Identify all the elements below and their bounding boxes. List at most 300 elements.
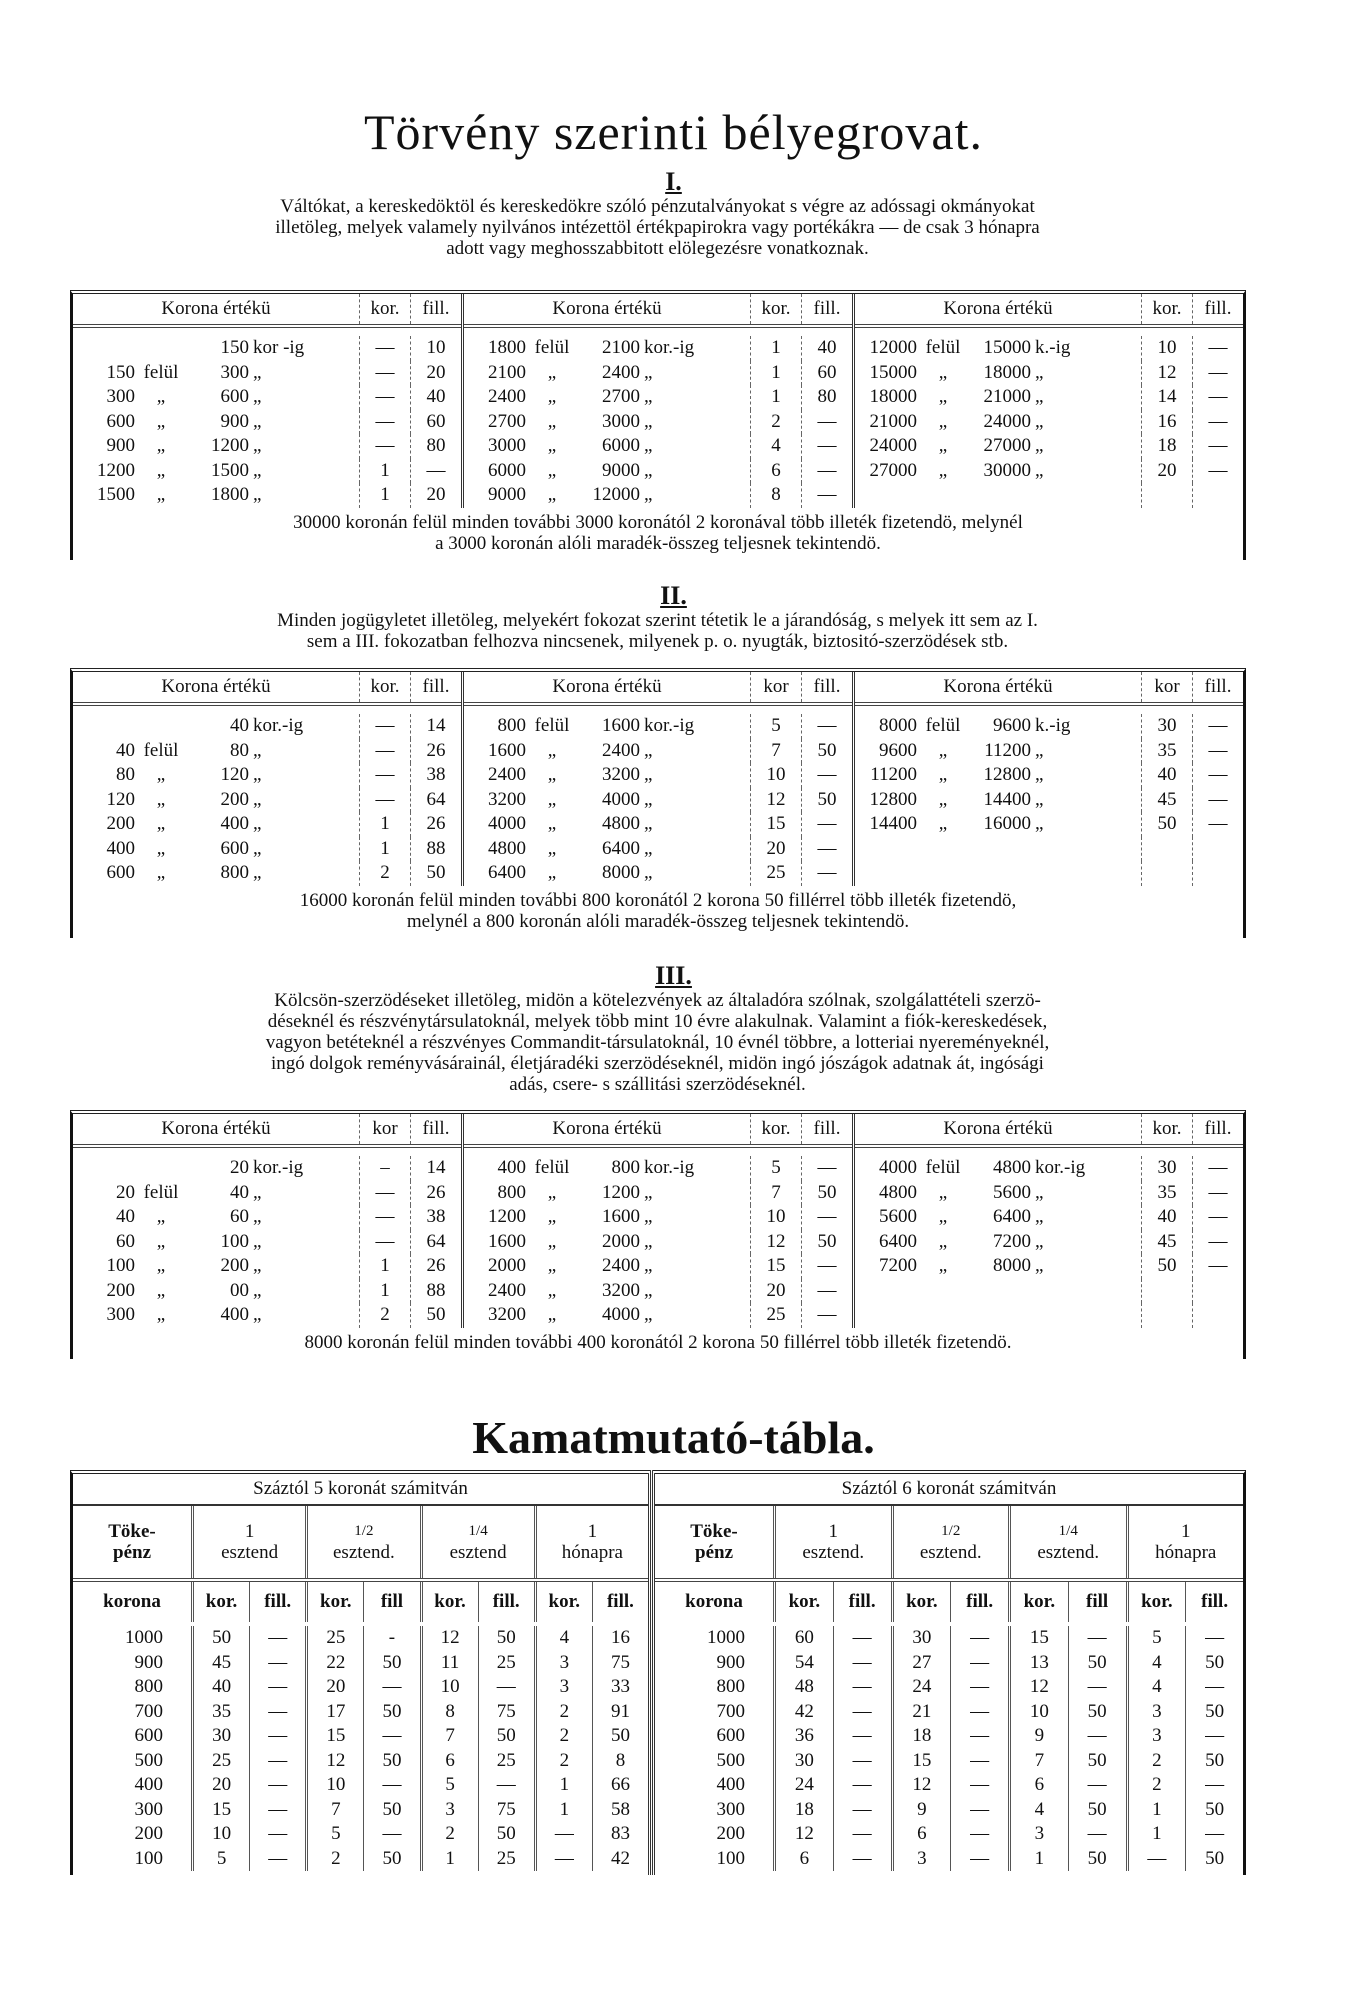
interest-body bbox=[73, 1622, 648, 1875]
unit-header: korona bbox=[685, 1591, 743, 1612]
period-amount: 1/2 bbox=[354, 1523, 374, 1539]
empty-row bbox=[855, 483, 1243, 508]
interest-kor: 10 bbox=[440, 1676, 460, 1697]
header-fill: fill. bbox=[801, 294, 852, 324]
duty-kor: 16 bbox=[1141, 410, 1192, 435]
range-to: 2400 bbox=[602, 1255, 640, 1276]
interest-kor: 2 bbox=[445, 1823, 455, 1844]
range-from: 18000 bbox=[869, 386, 917, 407]
interest-fill: — bbox=[1185, 1626, 1243, 1651]
range-from bbox=[73, 336, 135, 361]
interest-period-header bbox=[73, 1506, 648, 1582]
range-unit: „ bbox=[253, 837, 262, 859]
description-line: vagyon betéteknél a részvényes Commandit-társulatoknál, 10 évnél többre, a lotteriai nyereményeknél, bbox=[265, 1032, 1050, 1053]
range-separator: „ bbox=[156, 788, 166, 810]
range-to: 120 bbox=[220, 764, 249, 785]
interest-kor: 36 bbox=[794, 1725, 814, 1746]
interest-cell-group bbox=[305, 1847, 419, 1872]
interest-kor: 21 bbox=[912, 1700, 932, 1722]
range-from: 12800 bbox=[869, 788, 917, 810]
interest-kor: 20 bbox=[326, 1676, 346, 1697]
interest-cell-group bbox=[773, 1651, 891, 1676]
range-unit: „ bbox=[1035, 435, 1044, 456]
interest-kor: 12 bbox=[326, 1749, 346, 1771]
subheader-fill: fill bbox=[363, 1582, 419, 1622]
interest-kor: 1 bbox=[1152, 1823, 1162, 1844]
interest-fill: — bbox=[1068, 1773, 1126, 1798]
range-from: 2700 bbox=[488, 410, 526, 432]
interest-cell-group bbox=[891, 1847, 1009, 1872]
interest-kor: 5 bbox=[1152, 1627, 1162, 1648]
empty-row bbox=[855, 861, 1243, 886]
interest-cell-group bbox=[191, 1773, 305, 1798]
interest-cell-group bbox=[191, 1724, 305, 1749]
capital-value: 600 bbox=[716, 1725, 745, 1746]
subheader-kor: kor. bbox=[906, 1591, 938, 1612]
capital-header-line: pénz bbox=[113, 1542, 151, 1563]
interest-cell-group bbox=[534, 1626, 648, 1651]
interest-fill: 50 bbox=[1185, 1749, 1243, 1774]
spacer bbox=[1192, 1279, 1243, 1304]
capital-header-line: Töke- bbox=[690, 1521, 738, 1542]
range-unit: „ bbox=[253, 435, 262, 456]
interest-kor: 2 bbox=[559, 1725, 570, 1746]
interest-fill: — bbox=[950, 1724, 1008, 1749]
interest-row bbox=[655, 1626, 1243, 1651]
interest-kor: 12 bbox=[794, 1823, 814, 1844]
duty-kor: 15 bbox=[750, 1254, 801, 1279]
table-body bbox=[464, 706, 852, 886]
table-body bbox=[855, 1148, 1243, 1328]
interest-fill: — bbox=[249, 1651, 305, 1676]
interest-fill: — bbox=[1068, 1822, 1126, 1847]
range-unit: „ bbox=[644, 837, 653, 859]
range-to: 400 bbox=[220, 1304, 249, 1325]
interest-kor: 2 bbox=[331, 1847, 341, 1869]
duty-kor: — bbox=[359, 714, 410, 739]
interest-fill: — bbox=[249, 1626, 305, 1651]
interest-kor: 1 bbox=[559, 1774, 570, 1795]
interest-fill: — bbox=[249, 1798, 305, 1823]
interest-cell-group bbox=[534, 1675, 648, 1700]
interest-fill: — bbox=[1068, 1724, 1126, 1749]
capital-value: 900 bbox=[716, 1651, 745, 1673]
interest-kor: 4 bbox=[1152, 1651, 1162, 1673]
interest-cell-group bbox=[420, 1773, 534, 1798]
capital-header-line: Töke- bbox=[108, 1521, 156, 1542]
range-separator: „ bbox=[547, 1255, 557, 1276]
range-to: 6400 bbox=[993, 1206, 1031, 1227]
interest-cell-group bbox=[534, 1773, 648, 1798]
range-to: 3200 bbox=[602, 764, 640, 785]
interest-fill: — bbox=[833, 1749, 891, 1774]
interest-fill: 50 bbox=[363, 1847, 419, 1872]
interest-kor: 12 bbox=[440, 1627, 460, 1648]
range-unit: „ bbox=[1035, 1230, 1044, 1252]
range-to: 900 bbox=[220, 410, 249, 432]
interest-kor: 1 bbox=[445, 1847, 455, 1869]
interest-cell-group bbox=[305, 1700, 419, 1725]
range-to: 1800 bbox=[211, 484, 249, 505]
interest-cell-group bbox=[891, 1675, 1009, 1700]
interest-cell-group bbox=[191, 1626, 305, 1651]
range-from: 4000 bbox=[488, 813, 526, 834]
interest-cell-group bbox=[305, 1626, 419, 1651]
interest-kor: 40 bbox=[212, 1676, 232, 1697]
description-line: Kölcsön-szerzödéseket illetöleg, midön a kötelezvények az általadóra szólnak, szolgálattételi szerzö- bbox=[274, 990, 1041, 1011]
header-fill: fill. bbox=[1192, 672, 1243, 702]
duty-fill: 40 bbox=[410, 385, 461, 410]
range-separator: „ bbox=[547, 386, 557, 407]
range-to: 1200 bbox=[602, 1181, 640, 1203]
range-from: 24000 bbox=[869, 435, 917, 456]
range-to: 1600 bbox=[602, 715, 640, 736]
subheader-group bbox=[1008, 1582, 1126, 1622]
interest-cell-group bbox=[773, 1700, 891, 1725]
range-separator: felül bbox=[925, 715, 961, 736]
range-separator: „ bbox=[547, 1304, 557, 1325]
range-to: 3000 bbox=[602, 410, 640, 432]
duty-kor: 45 bbox=[1141, 788, 1192, 813]
spacer bbox=[855, 1279, 1141, 1304]
range-unit: „ bbox=[1035, 764, 1044, 785]
header-fill: fill. bbox=[801, 672, 852, 702]
subheader-kor: kor. bbox=[548, 1591, 581, 1612]
capital-value: 200 bbox=[716, 1823, 745, 1844]
interest-fill: 33 bbox=[592, 1675, 648, 1700]
subheader-kor: kor. bbox=[205, 1591, 238, 1612]
table-row bbox=[73, 410, 461, 435]
interest-kor: 12 bbox=[1029, 1676, 1049, 1697]
interest-fill: 58 bbox=[592, 1798, 648, 1823]
subheader-fill: fill. bbox=[950, 1582, 1008, 1622]
range-from: 400 bbox=[106, 837, 135, 859]
subheader-fill: fill. bbox=[478, 1582, 534, 1622]
range-from: 1200 bbox=[488, 1206, 526, 1227]
interest-fill: 83 bbox=[592, 1822, 648, 1847]
interest-fill: — bbox=[950, 1700, 1008, 1725]
header-value: Korona értékü bbox=[943, 1118, 1053, 1139]
spacer bbox=[855, 483, 1141, 508]
range-to: 4800 bbox=[993, 1157, 1031, 1178]
interest-kor: 3 bbox=[1152, 1725, 1162, 1746]
spacer bbox=[1192, 861, 1243, 886]
range-from: 200 bbox=[106, 1279, 135, 1301]
duty-fill: 26 bbox=[410, 812, 461, 837]
duty-kor: 2 bbox=[359, 1303, 410, 1328]
interest-row bbox=[73, 1749, 648, 1774]
interest-fill: — bbox=[950, 1749, 1008, 1774]
interest-fill: — bbox=[363, 1773, 419, 1798]
interest-period-header bbox=[655, 1506, 1243, 1582]
interest-cell-group bbox=[773, 1626, 891, 1651]
interest-kor: — bbox=[554, 1847, 574, 1869]
range-separator: „ bbox=[156, 459, 166, 481]
duty-kor: 18 bbox=[1141, 434, 1192, 459]
interest-row bbox=[655, 1675, 1243, 1700]
table-row bbox=[73, 1230, 461, 1255]
duty-kor: 12 bbox=[1141, 361, 1192, 386]
duty-kor: 30 bbox=[1141, 714, 1192, 739]
interest-kor: 15 bbox=[326, 1725, 346, 1746]
interest-kor: 4 bbox=[559, 1627, 570, 1648]
range-unit: „ bbox=[253, 1255, 262, 1276]
interest-cell-group bbox=[1126, 1773, 1244, 1798]
interest-kor: 22 bbox=[326, 1651, 346, 1673]
interest-cell-group bbox=[1008, 1847, 1126, 1872]
duty-fill: 20 bbox=[410, 361, 461, 386]
interest-kor: 25 bbox=[326, 1627, 346, 1648]
duty-fill: — bbox=[801, 1303, 852, 1328]
duty-kor: — bbox=[359, 1230, 410, 1255]
interest-kor: — bbox=[1147, 1847, 1167, 1869]
interest-kor: 42 bbox=[794, 1700, 814, 1722]
period-header bbox=[773, 1506, 891, 1578]
interest-fill: — bbox=[833, 1798, 891, 1823]
range-from: 400 bbox=[497, 1157, 526, 1178]
duty-kor: 1 bbox=[359, 1279, 410, 1304]
interest-kor: 3 bbox=[445, 1798, 455, 1820]
table-column-group bbox=[852, 1114, 1243, 1328]
interest-kor: 10 bbox=[1029, 1700, 1049, 1722]
duty-fill: 50 bbox=[410, 1303, 461, 1328]
description-line: ingó dolgok reményvásárainál, életjáradéki szerzödéseknél, midön ingó jószágok adatnak át, ingósági bbox=[271, 1053, 1044, 1074]
interest-kor: 24 bbox=[912, 1676, 932, 1697]
table-row bbox=[855, 434, 1243, 459]
interest-kor: 15 bbox=[1029, 1627, 1049, 1648]
interest-row bbox=[73, 1651, 648, 1676]
range-from: 9000 bbox=[488, 484, 526, 505]
capital-value: 700 bbox=[716, 1700, 745, 1722]
range-from: 6400 bbox=[488, 862, 526, 883]
range-unit: „ bbox=[253, 410, 262, 432]
range-separator bbox=[135, 336, 187, 361]
range-separator: „ bbox=[547, 837, 557, 859]
range-separator: „ bbox=[547, 862, 557, 883]
table-header bbox=[73, 294, 461, 328]
range-to: 4800 bbox=[602, 813, 640, 834]
range-unit: „ bbox=[253, 1279, 262, 1301]
range-separator: „ bbox=[156, 435, 166, 456]
interest-fill: — bbox=[249, 1700, 305, 1725]
section-2-description bbox=[70, 610, 1245, 652]
capital-header-line: pénz bbox=[695, 1542, 733, 1563]
table-column-group bbox=[73, 1114, 461, 1328]
interest-kor: 4 bbox=[1152, 1676, 1162, 1697]
interest-table-title: Kamatmutató-tábla. bbox=[472, 1412, 875, 1463]
range-to: 300 bbox=[220, 361, 249, 383]
duty-kor: — bbox=[359, 385, 410, 410]
duty-kor: 1 bbox=[750, 336, 801, 361]
header-value: Korona értékü bbox=[943, 298, 1053, 319]
period-unit: esztend bbox=[221, 1542, 279, 1563]
interest-cell-group bbox=[773, 1773, 891, 1798]
spacer bbox=[855, 861, 1141, 886]
range-unit: kor.-ig bbox=[253, 715, 304, 736]
header-kor: kor bbox=[1141, 672, 1192, 702]
table-row bbox=[464, 1303, 852, 1328]
range-to: 600 bbox=[220, 837, 249, 859]
period-unit: esztend. bbox=[919, 1542, 982, 1563]
table-body bbox=[73, 328, 461, 508]
interest-kor: — bbox=[554, 1823, 574, 1844]
capital-value: 800 bbox=[134, 1676, 163, 1697]
range-from: 80 bbox=[116, 764, 135, 785]
subheader-kor: kor. bbox=[1023, 1591, 1056, 1612]
range-unit: kor.-ig bbox=[644, 337, 695, 358]
interest-row bbox=[73, 1626, 648, 1651]
duty-kor: 45 bbox=[1141, 1230, 1192, 1255]
capital-value: 800 bbox=[716, 1676, 745, 1697]
interest-fill: 75 bbox=[592, 1651, 648, 1676]
header-value: Korona értékü bbox=[943, 676, 1053, 697]
range-to: 400 bbox=[220, 813, 249, 834]
duty-fill: — bbox=[801, 1205, 852, 1230]
subheader-kor: kor. bbox=[320, 1591, 352, 1612]
interest-fill: — bbox=[833, 1651, 891, 1676]
interest-cell-group bbox=[191, 1651, 305, 1676]
interest-row bbox=[655, 1749, 1243, 1774]
interest-cell-group bbox=[534, 1822, 648, 1847]
header-fill: fill. bbox=[1192, 1114, 1243, 1144]
interest-fill: — bbox=[1068, 1675, 1126, 1700]
interest-cell-group bbox=[1126, 1749, 1244, 1774]
range-to: 2700 bbox=[602, 386, 640, 407]
interest-fill: — bbox=[249, 1749, 305, 1774]
range-separator: „ bbox=[156, 862, 166, 883]
interest-fill: — bbox=[833, 1724, 891, 1749]
interest-caption: Száztól 6 koronát számitván bbox=[655, 1474, 1243, 1506]
range-unit: „ bbox=[253, 739, 262, 761]
interest-row bbox=[655, 1773, 1243, 1798]
range-unit: „ bbox=[644, 484, 653, 505]
duty-fill: — bbox=[1192, 812, 1243, 837]
interest-fill: 50 bbox=[1068, 1749, 1126, 1774]
subheader-kor: kor. bbox=[1141, 1591, 1173, 1612]
range-from: 12000 bbox=[869, 337, 917, 358]
interest-cell-group bbox=[891, 1749, 1009, 1774]
interest-cell-group bbox=[1008, 1773, 1126, 1798]
interest-cell-group bbox=[534, 1700, 648, 1725]
range-unit: „ bbox=[253, 862, 262, 883]
range-to: 2100 bbox=[602, 337, 640, 358]
footnote-line: 8000 koronán felül minden további 400 koronától 2 korona 50 fillérrel több illeték fizetendö. bbox=[304, 1331, 1012, 1353]
range-to: 9000 bbox=[602, 459, 640, 481]
duty-fill: 10 bbox=[410, 336, 461, 361]
table-row bbox=[855, 1156, 1243, 1181]
interest-cell-group bbox=[191, 1847, 305, 1872]
duty-fill: — bbox=[1192, 1254, 1243, 1279]
interest-fill: — bbox=[249, 1847, 305, 1872]
interest-fill: — bbox=[363, 1724, 419, 1749]
range-separator: „ bbox=[938, 1181, 948, 1203]
range-separator: „ bbox=[156, 764, 166, 785]
table-row bbox=[464, 434, 852, 459]
duty-kor: 20 bbox=[750, 837, 801, 862]
interest-cell-group bbox=[1008, 1798, 1126, 1823]
interest-kor: 7 bbox=[445, 1725, 455, 1746]
table-row bbox=[855, 1181, 1243, 1206]
table-grid bbox=[73, 294, 1243, 508]
range-to: 00 bbox=[230, 1279, 249, 1301]
table-row bbox=[464, 1279, 852, 1304]
period-amount: 1 bbox=[244, 1521, 255, 1542]
range-separator: „ bbox=[156, 410, 166, 432]
spacer bbox=[1141, 483, 1192, 508]
duty-fill: 50 bbox=[801, 739, 852, 764]
description-line: illetöleg, melyek valamely nyilvános intézettöl értékpapirokra vagy portékákra — de csak 3 hónapra bbox=[275, 217, 1040, 238]
table-column-group bbox=[461, 672, 852, 886]
range-from: 600 bbox=[106, 862, 135, 883]
range-from: 1600 bbox=[488, 1230, 526, 1252]
range-unit: „ bbox=[253, 1206, 262, 1227]
range-from: 60 bbox=[116, 1230, 135, 1252]
range-unit: „ bbox=[253, 764, 262, 785]
interest-fill: 50 bbox=[363, 1749, 419, 1774]
range-unit: k.-ig bbox=[1035, 337, 1071, 358]
capital-value: 100 bbox=[134, 1847, 163, 1869]
capital-value: 300 bbox=[716, 1798, 745, 1820]
table-row bbox=[855, 812, 1243, 837]
range-separator: „ bbox=[156, 1206, 166, 1227]
spacer bbox=[1141, 1279, 1192, 1304]
period-unit: hónapra bbox=[1155, 1542, 1217, 1563]
interest-fill: 66 bbox=[592, 1773, 648, 1798]
range-to: 11200 bbox=[984, 739, 1031, 761]
duty-fill: 88 bbox=[410, 837, 461, 862]
range-from: 2400 bbox=[488, 386, 526, 407]
header-kor: kor bbox=[359, 1114, 410, 1144]
duty-fill: 80 bbox=[410, 434, 461, 459]
interest-cell-group bbox=[1126, 1822, 1244, 1847]
table-row bbox=[855, 1230, 1243, 1255]
interest-fill: — bbox=[363, 1822, 419, 1847]
range-separator: „ bbox=[938, 764, 948, 785]
range-from: 1500 bbox=[97, 484, 135, 505]
interest-kor: 30 bbox=[794, 1749, 814, 1771]
duty-fill: — bbox=[1192, 410, 1243, 435]
interest-cell-group bbox=[891, 1651, 1009, 1676]
interest-kor: 1 bbox=[559, 1798, 570, 1820]
interest-fill: 50 bbox=[1068, 1798, 1126, 1823]
range-from: 3200 bbox=[488, 1304, 526, 1325]
range-from: 14400 bbox=[869, 813, 917, 834]
range-unit: kor.-ig bbox=[644, 1157, 695, 1178]
interest-cell-group bbox=[1008, 1700, 1126, 1725]
interest-row bbox=[73, 1773, 648, 1798]
duty-kor: 1 bbox=[750, 385, 801, 410]
duty-kor: 6 bbox=[750, 459, 801, 484]
table-header bbox=[464, 1114, 852, 1148]
interest-cell-group bbox=[191, 1675, 305, 1700]
duty-fill: — bbox=[1192, 739, 1243, 764]
range-from: 40 bbox=[116, 1206, 135, 1227]
interest-kor: 2 bbox=[1152, 1774, 1162, 1795]
interest-cell-group bbox=[891, 1626, 1009, 1651]
range-unit: „ bbox=[644, 435, 653, 456]
table-row bbox=[73, 336, 461, 361]
unit-header: korona bbox=[103, 1591, 161, 1612]
range-separator: felül bbox=[143, 361, 179, 383]
interest-fill: — bbox=[950, 1847, 1008, 1872]
table-row bbox=[73, 739, 461, 764]
range-to: 9600 bbox=[993, 715, 1031, 736]
header-fill: fill. bbox=[801, 1114, 852, 1144]
table-row bbox=[855, 739, 1243, 764]
capital-value: 600 bbox=[134, 1725, 163, 1746]
range-to: 2000 bbox=[602, 1230, 640, 1252]
header-fill: fill. bbox=[410, 294, 461, 324]
